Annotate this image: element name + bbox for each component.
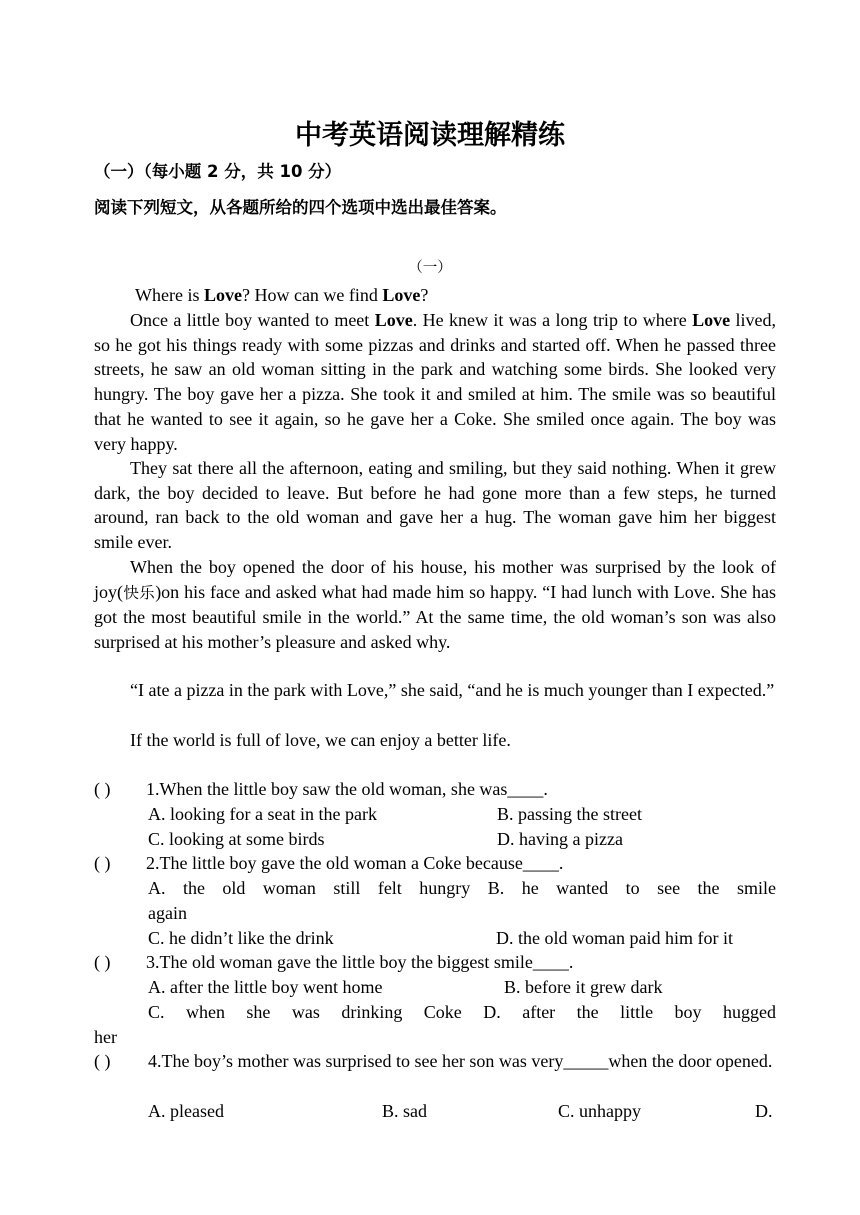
question-stem: 4.The boy’s mother was surprised to see her son was very_____when the door opened. (148, 1051, 773, 1071)
passage-paragraph-6: If the world is full of love, we can enjoy a better life. (130, 730, 511, 750)
option-a: A. the old woman still felt hungry (148, 878, 471, 898)
question-4 (94, 1049, 776, 1074)
question-3 (94, 950, 776, 975)
option-a: A. after the little boy went home (148, 977, 383, 997)
passage-paragraph-4: When the boy opened the door of his house, his mother was surprised by the look of joy(快乐)on his face and asked what had made him so happy. “I had lunch with Love. She has got the most beautiful smile in the world.” At the same time, the old woman’s son was also surprised at his mother’s pleasure and asked why. (94, 557, 776, 653)
passage-paragraph-1: Where is Love? How can we find Love? (135, 285, 429, 305)
option-b: B. passing the street (497, 804, 642, 824)
option-c: C. unhappy (558, 1101, 641, 1121)
option-row-cd (148, 1000, 776, 1025)
passage-number: （一） (408, 260, 452, 276)
option-b: B. sad (382, 1101, 427, 1121)
option-d: D. (755, 1101, 773, 1121)
option-a: A. pleased (148, 1101, 224, 1121)
section-header: （一）（每小题 2 分，共 10 分） (94, 162, 342, 181)
question-stem: 3.The old woman gave the little boy the biggest smile____. (146, 952, 574, 972)
option-d: D. having a pizza (497, 829, 623, 849)
answer-blank[interactable]: ( ) (94, 952, 111, 972)
option-d: D. the old woman paid him for it (496, 928, 733, 948)
question-stem: 1.When the little boy saw the old woman, she was____. (146, 779, 548, 799)
question-1 (94, 777, 776, 802)
passage-paragraph-5: “I ate a pizza in the park with Love,” she said, “and he is much younger than I expected.” (130, 680, 775, 700)
option-c: C. looking at some birds (148, 829, 325, 849)
option-c: C. when she was drinking Coke (148, 1002, 462, 1022)
document-title: 中考英语阅读理解精练 (295, 120, 565, 151)
answer-blank[interactable]: ( ) (94, 779, 111, 799)
passage-paragraph-2: Once a little boy wanted to meet Love. He knew it was a long trip to where Love lived, so he got his things ready with some pizzas and drinks and started off. When he passed three streets, he saw an old woman sitting in the park and watching some birds. She looked very hungry. The boy gave her a pizza. She took it and smiled at him. The smile was so beautiful that he wanted to see it again, so he gave her a Coke. She smiled once again. The boy was very happy. (94, 310, 776, 454)
option-c: C. he didn’t like the drink (148, 928, 334, 948)
question-stem: 2.The little boy gave the old woman a Coke because____. (146, 853, 564, 873)
option-b: B. he wanted to see the smile (487, 878, 777, 898)
option-a: A. looking for a seat in the park (148, 804, 377, 824)
answer-blank[interactable]: ( ) (94, 1051, 111, 1071)
option-d-continued: her (94, 1027, 117, 1047)
option-row-ab (148, 876, 776, 901)
passage-paragraph-3: They sat there all the afternoon, eating and smiling, but they said nothing. When it grew dark, the boy decided to leave. But before he had gone more than a few steps, he turned around, ran back to the old woman and gave her a hug. The woman gave him her biggest smile ever. (94, 458, 776, 553)
instruction-text: 阅读下列短文，从各题所给的四个选项中选出最佳答案。 (94, 198, 507, 217)
answer-blank[interactable]: ( ) (94, 853, 111, 873)
question-2 (94, 851, 776, 876)
option-b-continued: again (148, 903, 187, 923)
option-b: B. before it grew dark (504, 977, 663, 997)
option-d: D. after the little boy hugged (483, 1002, 776, 1022)
